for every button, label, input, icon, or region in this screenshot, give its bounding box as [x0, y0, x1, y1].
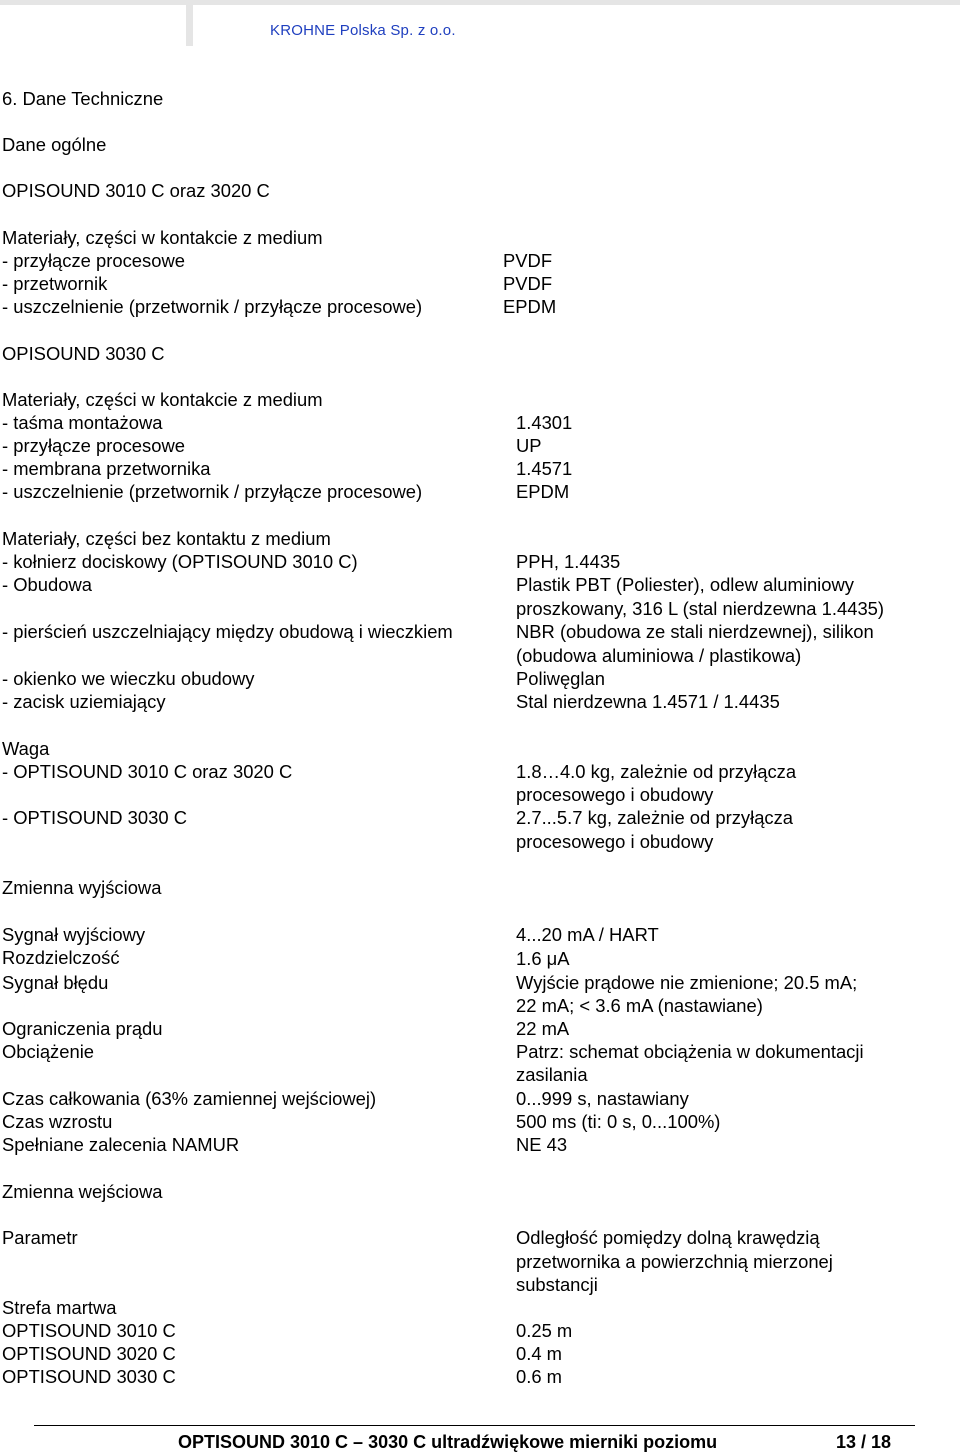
output-row-label: Czas całkowania (63% zamiennej wejściowej) — [2, 1088, 377, 1109]
non-wetted-row-value: PPH, 1.4435 — [516, 551, 621, 572]
wetted-a-row-label: - przetwornik — [2, 273, 108, 294]
dead-zone-row-label: OPTISOUND 3030 C — [2, 1366, 176, 1387]
company-name: KROHNE Polska Sp. z o.o. — [270, 22, 456, 39]
non-wetted-row-label: - Obudowa — [2, 574, 92, 595]
weight-row-value: 2.7...5.7 kg, zależnie od przyłącza — [516, 807, 794, 828]
non-wetted-row-label: - okienko we wieczku obudowy — [2, 668, 255, 689]
model-b-heading: OPISOUND 3030 C — [2, 343, 165, 364]
wetted-b-row-value: UP — [516, 435, 542, 456]
weight-row-label: - OPTISOUND 3030 C — [2, 807, 187, 828]
dead-zone-row-value: 0.4 m — [516, 1343, 562, 1364]
header-tab-left — [0, 5, 186, 46]
dead-zone-row-value: 0.25 m — [516, 1320, 573, 1341]
footer-title: OPTISOUND 3010 C – 3030 C ultradźwiękowe mierniki poziomu — [178, 1432, 718, 1452]
non-wetted-row-value: Plastik PBT (Poliester), odlew aluminiowy — [516, 574, 854, 595]
wetted-b-row-value: 1.4571 — [516, 458, 573, 479]
non-wetted-row-label: - pierścień uszczelniający między obudową i wieczkiem — [2, 621, 453, 642]
output-row-label: Sygnał wyjściowy — [2, 924, 146, 945]
output-row-label: Czas wzrostu — [2, 1111, 113, 1132]
wetted-a-row-value: EPDM — [503, 296, 557, 317]
output-row-value: 4...20 mA / HART — [516, 924, 659, 945]
weight-row-value-cont: procesowego i obudowy — [516, 831, 714, 852]
model-a-heading: OPISOUND 3010 C oraz 3020 C — [2, 180, 270, 201]
wetted-b-row-value: 1.4301 — [516, 412, 573, 433]
output-row-value: NE 43 — [516, 1134, 568, 1155]
non-wetted-row-label: - zacisk uziemiający — [2, 691, 166, 712]
weight-row-label: - OPTISOUND 3010 C oraz 3020 C — [2, 761, 293, 782]
output-row-label: Rozdzielczość — [2, 947, 120, 968]
output-row-label: Obciążenie — [2, 1041, 95, 1062]
input-heading: Zmienna wejściowa — [2, 1181, 163, 1202]
general-heading: Dane ogólne — [2, 134, 107, 155]
non-wetted-title: Materiały, części bez kontaktu z medium — [2, 528, 331, 549]
output-row-label: Spełniane zalecenia NAMUR — [2, 1134, 240, 1155]
wetted-b-row-label: - membrana przetwornika — [2, 458, 211, 479]
wetted-b-row-label: - taśma montażowa — [2, 412, 163, 433]
wetted-b-row-value: EPDM — [516, 481, 570, 502]
non-wetted-row-value: Stal nierdzewna 1.4571 / 1.4435 — [516, 691, 780, 712]
dead-zone-row-value: 0.6 m — [516, 1366, 562, 1387]
wetted-b-title: Materiały, części w kontakcie z medium — [2, 389, 323, 410]
wetted-a-row-label: - uszczelnienie (przetwornik / przyłącze procesowe) — [2, 296, 423, 317]
wetted-a-title: Materiały, części w kontakcie z medium — [2, 227, 323, 248]
page-number: 13 / 18 — [836, 1432, 892, 1452]
output-row-value: Patrz: schemat obciążenia w dokumentacji — [516, 1041, 864, 1062]
output-row-value: 0...999 s, nastawiany — [516, 1088, 689, 1109]
wetted-b-row-label: - przyłącze procesowe — [2, 435, 185, 456]
output-row-value: 1.6 μA — [516, 948, 570, 969]
wetted-a-row-value: PVDF — [503, 250, 553, 271]
param-value-line: substancji — [516, 1274, 598, 1295]
output-row-value: Wyjście prądowe nie zmienione; 20.5 mA; — [516, 972, 858, 993]
wetted-b-row-label: - uszczelnienie (przetwornik / przyłącze procesowe) — [2, 481, 423, 502]
footer-divider — [34, 1425, 915, 1426]
param-label: Parametr — [2, 1227, 78, 1248]
non-wetted-row-value-cont: (obudowa aluminiowa / plastikowa) — [516, 645, 802, 666]
output-row-value-cont: zasilania — [516, 1064, 588, 1085]
non-wetted-row-label: - kołnierz dociskowy (OPTISOUND 3010 C) — [2, 551, 358, 572]
dead-zone-label: Strefa martwa — [2, 1297, 117, 1318]
output-row-value-cont: 22 mA; < 3.6 mA (nastawiane) — [516, 995, 763, 1016]
output-row-label: Sygnał błędu — [2, 972, 109, 993]
output-row-value: 500 ms (ti: 0 s, 0...100%) — [516, 1111, 721, 1132]
non-wetted-row-value: NBR (obudowa ze stali nierdzewnej), silikon — [516, 621, 874, 642]
param-value-line: Odległość pomiędzy dolną krawędzią — [516, 1227, 820, 1248]
weight-title: Waga — [2, 738, 50, 759]
weight-row-value: 1.8…4.0 kg, zależnie od przyłącza — [516, 761, 797, 782]
non-wetted-row-value-cont: proszkowany, 316 L (stal nierdzewna 1.4435) — [516, 598, 885, 619]
wetted-a-row-label: - przyłącze procesowe — [2, 250, 185, 271]
weight-row-value-cont: procesowego i obudowy — [516, 784, 714, 805]
output-row-label: Ograniczenia prądu — [2, 1018, 163, 1039]
output-row-value: 22 mA — [516, 1018, 570, 1039]
non-wetted-row-value: Poliwęglan — [516, 668, 605, 689]
wetted-a-row-value: PVDF — [503, 273, 553, 294]
param-value-line: przetwornika a powierzchnią mierzonej — [516, 1251, 833, 1272]
dead-zone-row-label: OPTISOUND 3010 C — [2, 1320, 176, 1341]
output-heading: Zmienna wyjściowa — [2, 877, 162, 898]
dead-zone-row-label: OPTISOUND 3020 C — [2, 1343, 176, 1364]
section-title: 6. Dane Techniczne — [2, 88, 164, 109]
